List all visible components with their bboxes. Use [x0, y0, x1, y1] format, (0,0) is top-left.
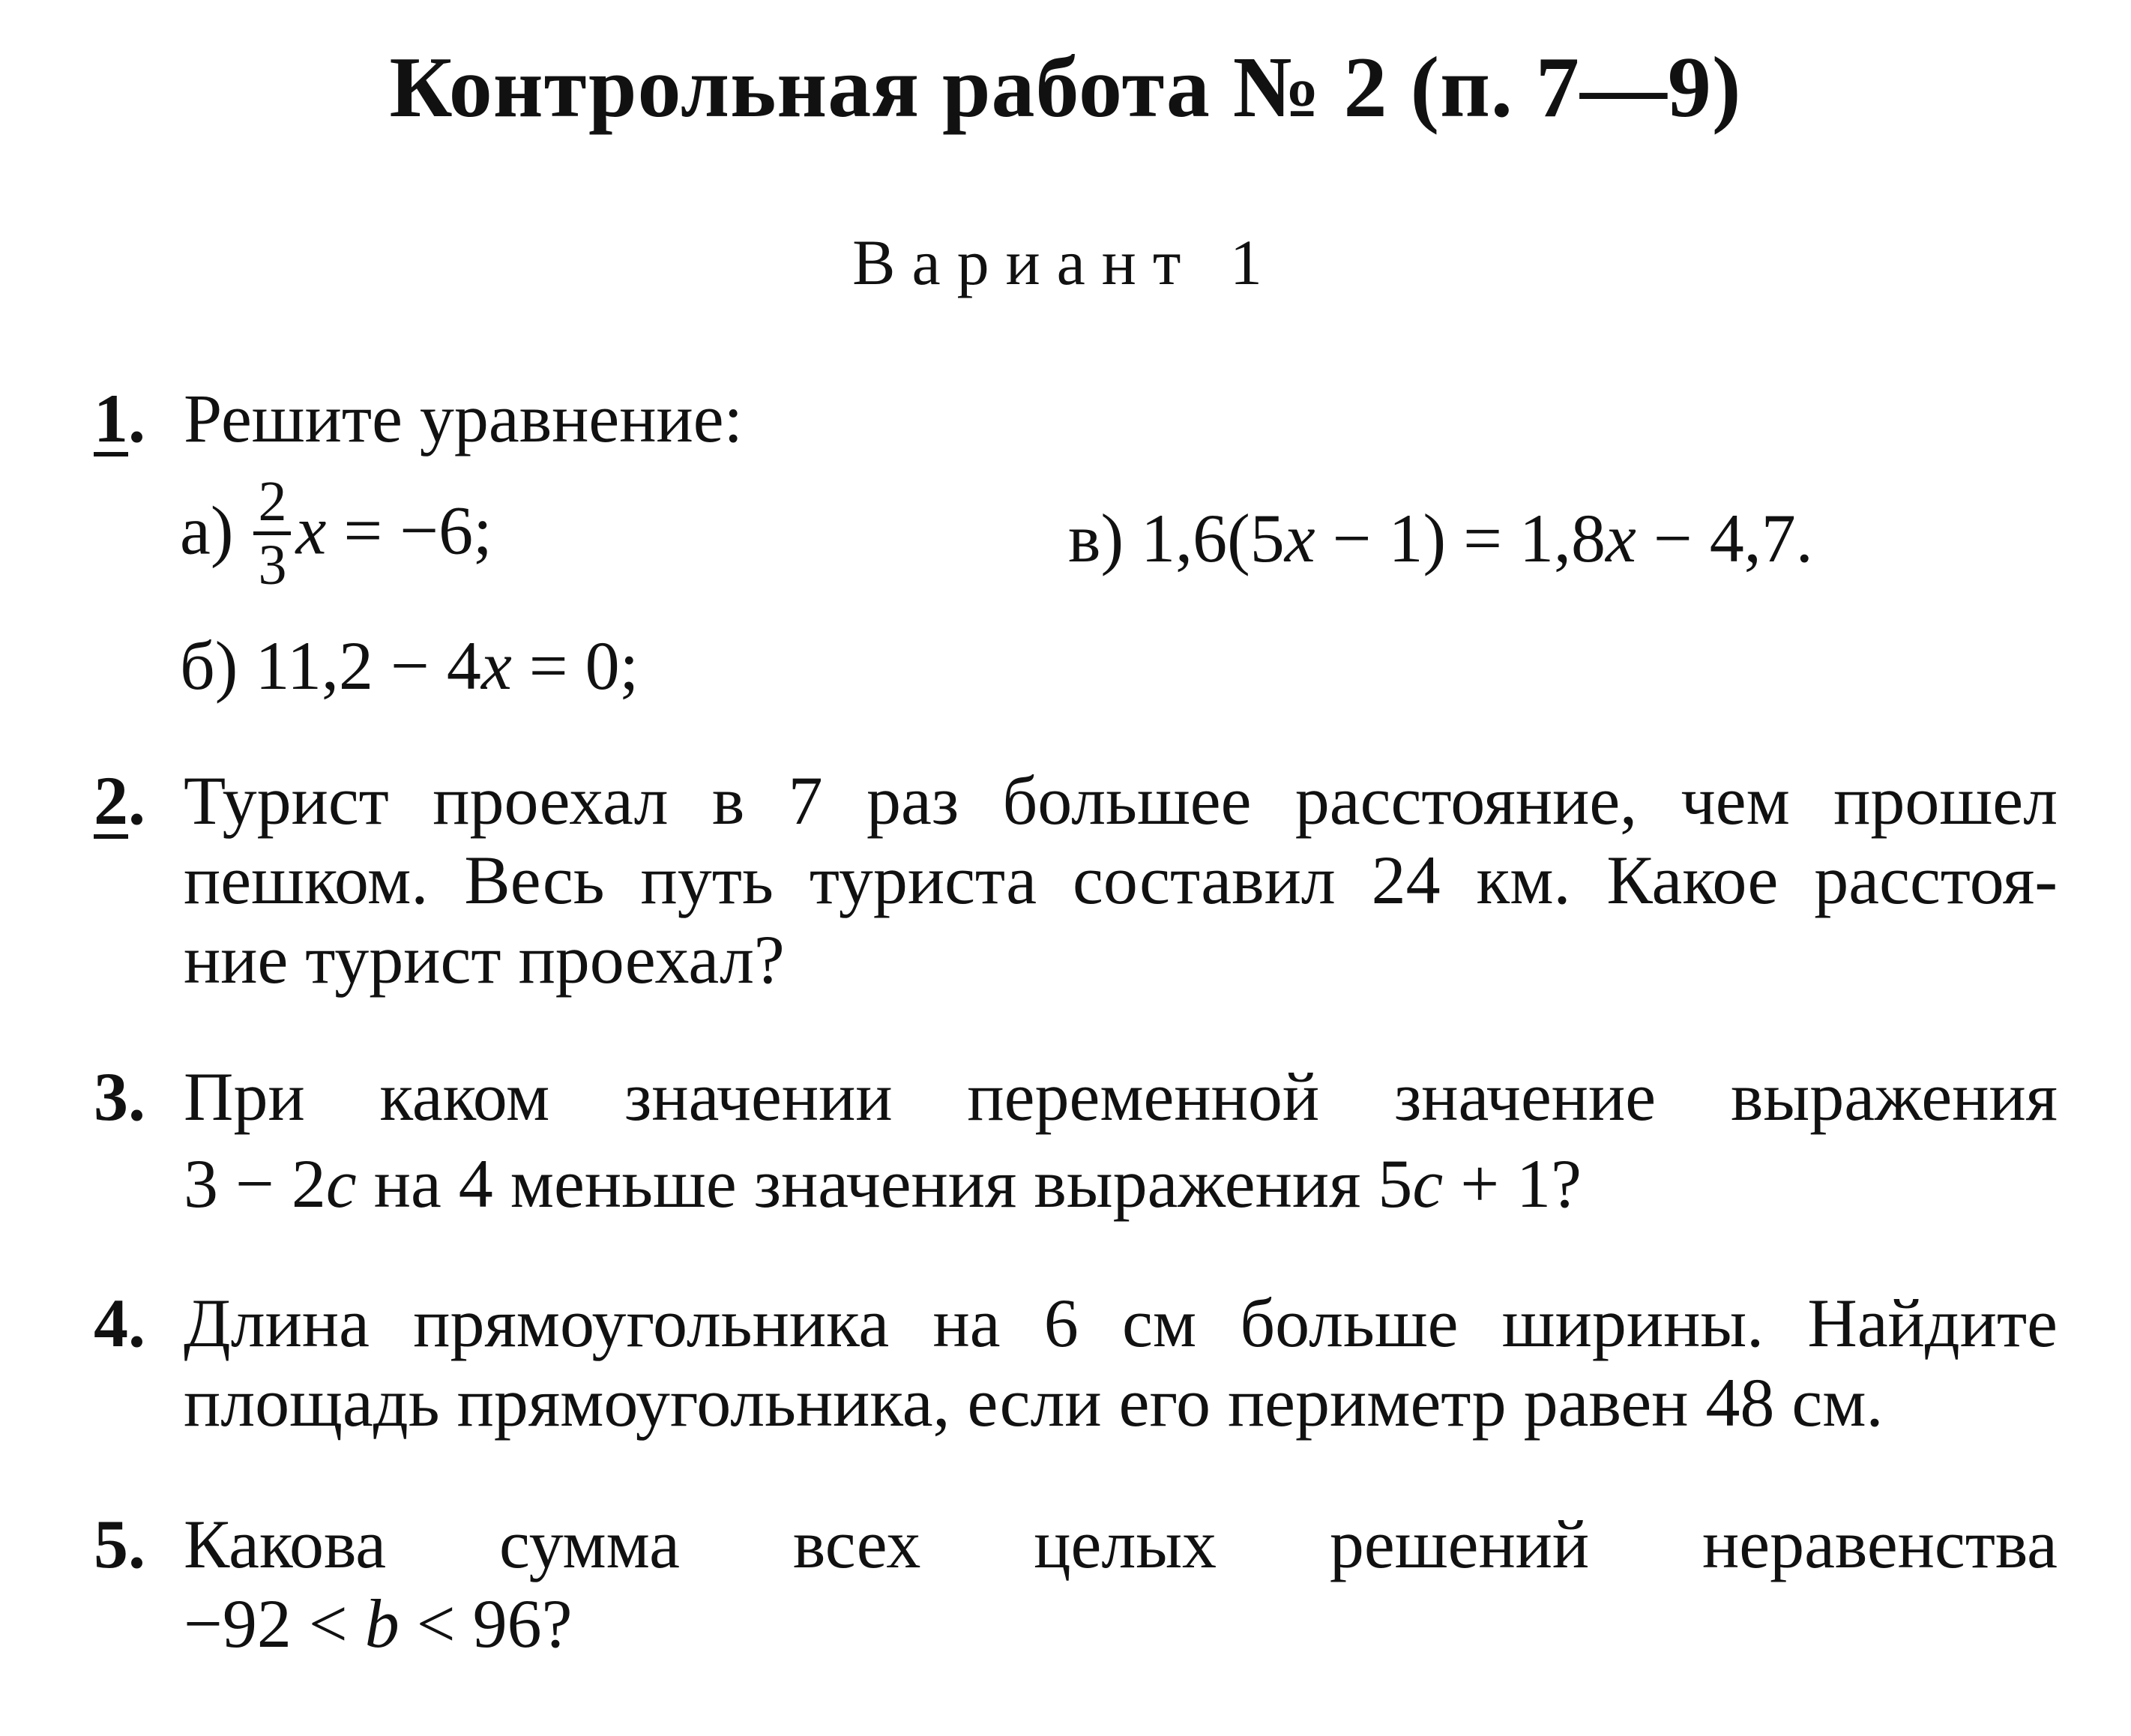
equation-v: в) 1,6(5x − 1) = 1,8x − 4,7.	[1068, 500, 1813, 576]
task-2-line-2: пешком. Весь путь туриста составил 24 км. Какое расстоя-	[184, 842, 2058, 918]
equation-a: а) $\frac{2}{3}$ x = −6;	[180, 470, 492, 597]
task-4-line-2: площадь прямоугольника, если его периметр равен 48 см.	[184, 1364, 1884, 1441]
task-number: 1.	[94, 380, 145, 456]
task-1	[94, 379, 2058, 723]
task-number: 2.	[94, 762, 145, 839]
equation-b: б) 11,2 − 4x = 0;	[180, 627, 639, 704]
task-2	[94, 761, 2058, 1008]
task-5-line-2: −92 < b < 96?	[184, 1585, 573, 1662]
task-2-line-1: Турист проехал в 7 раз большее расстояние, чем прошел	[184, 762, 2058, 839]
variant-heading: Вариант 1	[852, 226, 1279, 298]
task-3-line-2: 3 − 2c на 4 меньше значения выражения 5c + 1?	[184, 1145, 1582, 1222]
task-3	[94, 1057, 2058, 1229]
task-2-line-3: ние турист проехал?	[184, 921, 785, 998]
fraction: $\frac{2}{3}$	[253, 471, 291, 595]
task-number: 5.	[94, 1506, 145, 1582]
task-4-line-1: Длина прямоугольника на 6 см больше ширины. Найдите	[184, 1285, 2058, 1361]
task-5	[94, 1504, 2058, 1677]
task-number: 3.	[94, 1058, 145, 1135]
page-title: Контрольная работа № 2 (п. 7—9)	[389, 40, 1742, 136]
task-3-line-1: При каком значении переменной значение выражения	[184, 1058, 2058, 1135]
task-number: 4.	[94, 1285, 145, 1361]
task-1-prompt: Решите уравнение:	[184, 380, 744, 456]
task-4	[94, 1283, 2058, 1456]
task-5-line-1: Какова сумма всех целых решений неравенства	[184, 1506, 2058, 1582]
